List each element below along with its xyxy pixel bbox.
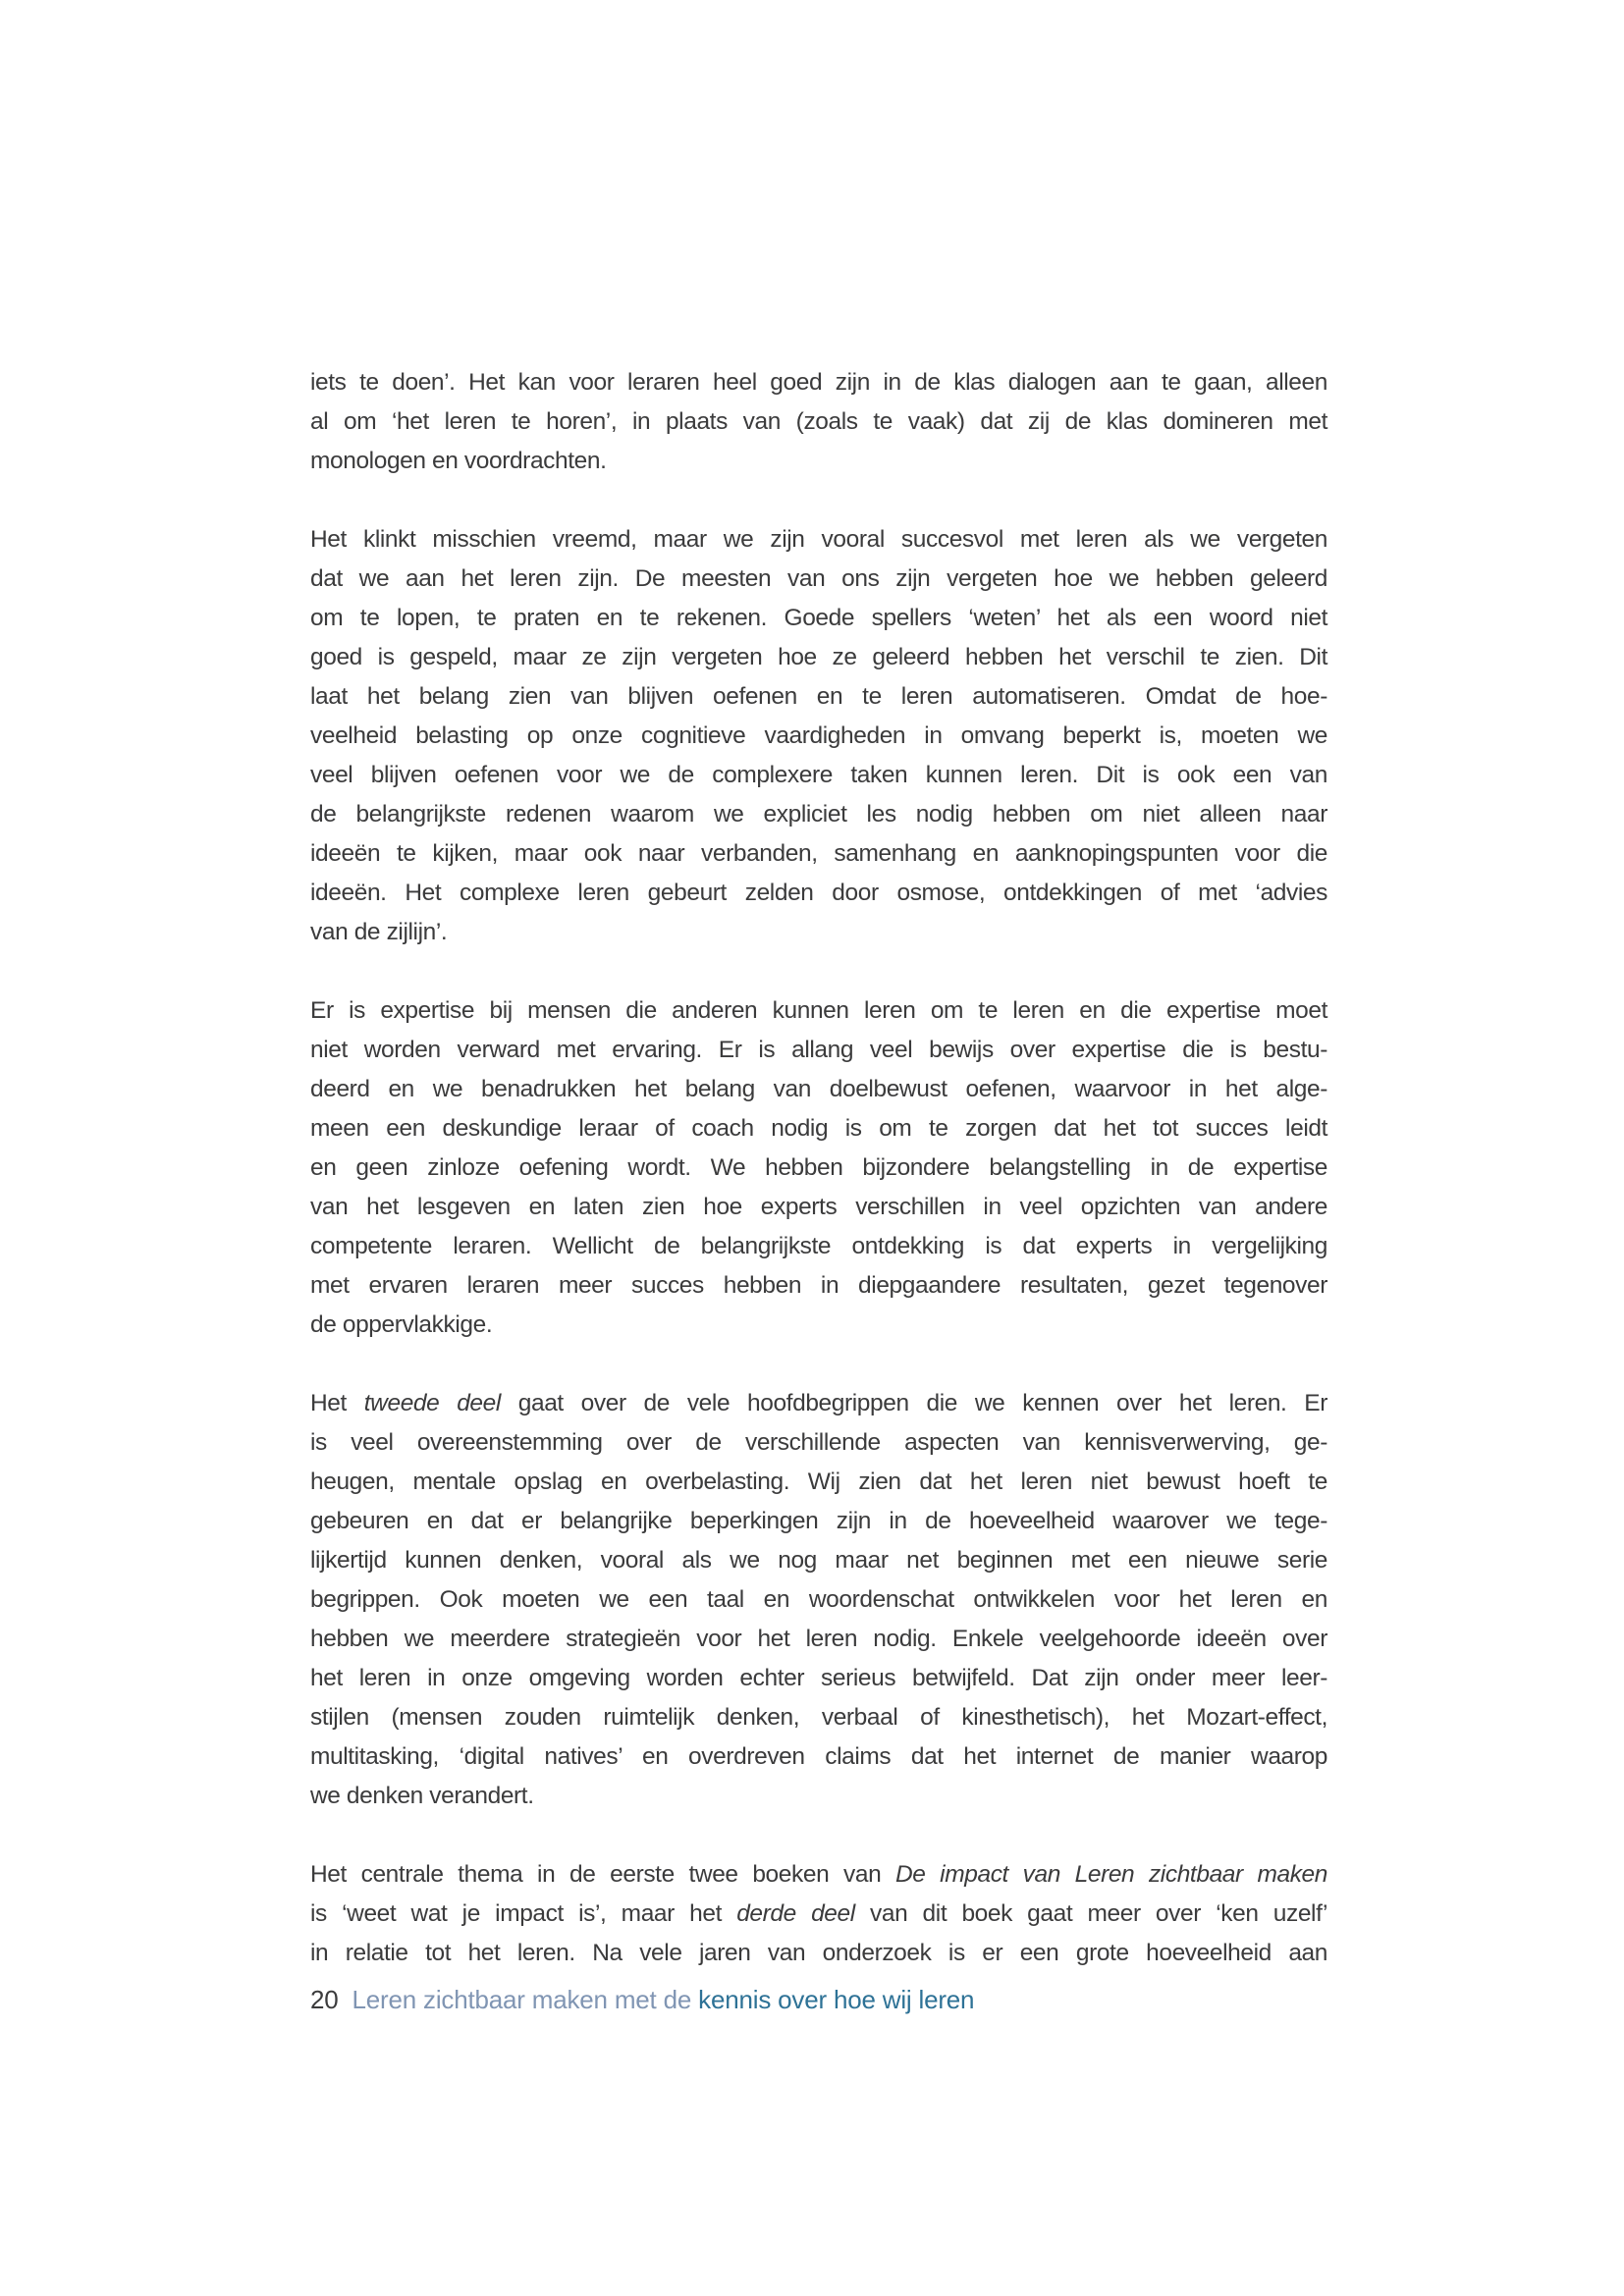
paragraph bbox=[310, 520, 1327, 952]
text-line: iets te doen’. Het kan voor leraren heel goed zijn in de klas dialogen aan te gaan, alleen bbox=[310, 369, 1327, 396]
paragraph bbox=[310, 991, 1327, 1345]
text-line: heugen, mentale opslag en overbelasting. Wij zien dat het leren niet bewust hoeft te bbox=[310, 1468, 1327, 1495]
footer-chapter-title: kennis over hoe wij leren bbox=[698, 1985, 975, 2014]
footer-book-title: Leren zichtbaar maken met de bbox=[352, 1985, 699, 2014]
text-line: multitasking, ‘digital natives’ en overdreven claims dat het internet de manier waarop bbox=[310, 1743, 1327, 1770]
text-line: veel blijven oefenen voor we de complexere taken kunnen leren. Dit is ook een van bbox=[310, 762, 1327, 788]
text-line: het leren in onze omgeving worden echter serieus betwijfeld. Dat zijn onder meer leer- bbox=[310, 1665, 1327, 1691]
text-line: dat we aan het leren zijn. De meesten van ons zijn vergeten hoe we hebben geleerd bbox=[310, 565, 1327, 592]
text-line: niet worden verward met ervaring. Er is allang veel bewijs over expertise die is bestu- bbox=[310, 1037, 1327, 1063]
text-block bbox=[310, 363, 1327, 1973]
paragraph bbox=[310, 1384, 1327, 1816]
paragraph bbox=[310, 363, 1327, 481]
text-line: al om ‘het leren te horen’, in plaats van (zoals te vaak) dat zij de klas domineren met bbox=[310, 408, 1327, 435]
text-line: Er is expertise bij mensen die anderen kunnen leren om te leren en die expertise moet bbox=[310, 997, 1327, 1024]
paragraph bbox=[310, 1855, 1327, 1973]
text-line: is veel overeenstemming over de verschillende aspecten van kennisverwerving, ge- bbox=[310, 1429, 1327, 1456]
text-line: ideeën. Het complexe leren gebeurt zelden door osmose, ontdekkingen of met ‘advies bbox=[310, 880, 1327, 906]
text-line: lijkertijd kunnen denken, vooral als we nog maar net beginnen met een nieuwe serie bbox=[310, 1547, 1327, 1574]
text-line: gebeuren en dat er belangrijke beperkingen zijn in de hoeveelheid waarover we tege- bbox=[310, 1508, 1327, 1534]
text-line: stijlen (mensen zouden ruimtelijk denken, verbaal of kinesthetisch), het Mozart-effect, bbox=[310, 1704, 1327, 1731]
text-line: en geen zinloze oefening wordt. We hebben bijzondere belangstelling in de expertise bbox=[310, 1154, 1327, 1181]
text-line: laat het belang zien van blijven oefenen en te leren automatiseren. Omdat de hoe- bbox=[310, 683, 1327, 710]
text-line: met ervaren leraren meer succes hebben in diepgaandere resultaten, gezet tegenover bbox=[310, 1272, 1327, 1299]
text-line: is ‘weet wat je impact is’, maar het derde deel van dit boek gaat meer over ‘ken uzelf’ bbox=[310, 1900, 1327, 1927]
page-number: 20 bbox=[310, 1985, 339, 2014]
text-line: van de zijlijn’. bbox=[310, 919, 448, 945]
text-line: meen een deskundige leraar of coach nodig is om te zorgen dat het tot succes leidt bbox=[310, 1115, 1327, 1142]
text-line: begrippen. Ook moeten we een taal en woordenschat ontwikkelen voor het leren en bbox=[310, 1586, 1327, 1613]
text-line: Het tweede deel gaat over de vele hoofdbegrippen die we kennen over het leren. Er bbox=[310, 1390, 1327, 1416]
text-line: monologen en voordrachten. bbox=[310, 448, 607, 474]
text-line: we denken verandert. bbox=[310, 1783, 534, 1809]
text-line: goed is gespeld, maar ze zijn vergeten hoe ze geleerd hebben het verschil te zien. Dit bbox=[310, 644, 1327, 670]
text-line: competente leraren. Wellicht de belangrijkste ontdekking is dat experts in vergelijking bbox=[310, 1233, 1327, 1259]
text-line: de oppervlakkige. bbox=[310, 1311, 493, 1338]
text-line: om te lopen, te praten en te rekenen. Goede spellers ‘weten’ het als een woord niet bbox=[310, 605, 1327, 631]
page-footer bbox=[310, 1983, 1327, 2016]
text-line: in relatie tot het leren. Na vele jaren van onderzoek is er een grote hoeveelheid aan bbox=[310, 1940, 1327, 1966]
text-line: deerd en we benadrukken het belang van doelbewust oefenen, waarvoor in het alge- bbox=[310, 1076, 1327, 1102]
text-line: veelheid belasting op onze cognitieve vaardigheden in omvang beperkt is, moeten we bbox=[310, 722, 1327, 749]
text-line: hebben we meerdere strategieën voor het leren nodig. Enkele veelgehoorde ideeën over bbox=[310, 1626, 1327, 1652]
text-line: van het lesgeven en laten zien hoe experts verschillen in veel opzichten van andere bbox=[310, 1194, 1327, 1220]
text-line: de belangrijkste redenen waarom we expliciet les nodig hebben om niet alleen naar bbox=[310, 801, 1327, 828]
text-line: Het klinkt misschien vreemd, maar we zijn vooral succesvol met leren als we vergeten bbox=[310, 526, 1327, 553]
text-line: ideeën te kijken, maar ook naar verbanden, samenhang en aanknopingspunten voor die bbox=[310, 840, 1327, 867]
text-line: Het centrale thema in de eerste twee boeken van De impact van Leren zichtbaar maken bbox=[310, 1861, 1327, 1888]
